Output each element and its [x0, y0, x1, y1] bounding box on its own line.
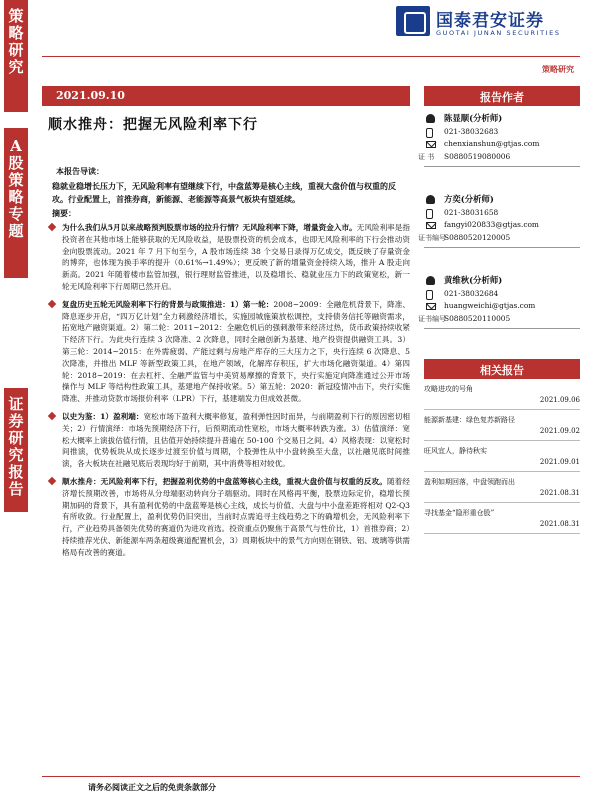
bullet-text: 无风险利率是指投资者在其他市场上能够获取的无风险收益，是股票投资的机会成本，也即无风险利率的下行会推动资金向股票流动。2021 年 7 月下旬至今，A 股市场连续 38 个交易日录得万亿成交，既反映了存量资金的博弈，也体现为换手率的提升（0.61%→1.49%）；更反映了新的增量资金持续入场，推升 A 股走向新高。2021 年随着楼市监管加强，银行理财监管推进，以及稳增长、稳就业压力下的政策宽松，新一轮无风险利率下行周期已然开启。: [62, 223, 411, 291]
related-report-item[interactable]: [424, 472, 580, 503]
bullet-text: 2008~2009：全融危机背景下，降准、降息逐步开启，“四万亿计划”全力刺激经济增长，实施园城施策放松调控，支持债务信托等融资需求，拓宽地产融资渠道。2）第二轮：2011~2012：全融危机后的强刺激带来经济过热，货币政策持续收紧下经济下行。为此央行连续 3 次降准、2 次降息，同时全融创新为基建、地产投资提供融资工具。3）第三轮：2014~2015：在外需疲弱、产能过剩与房地产库存的三大压力之下，央行连续 6 次降息、5 次降准，并推出 MLF 等新型政策工具，在地产领域，化解库存积压，扩大市场化融资渠道。4）第四轮：2018~2019：在去杠杆、全融严监管与中美贸易摩擦的背景下，央行实施定向降准通过公开市场操作与 MLF 等结构性政策工具，基建地产保持收紧。5）第五轮：2020：新冠疫情冲击下，央行实施降准、并推动贷款市场报价利率（LPR）下行，基建端发力但成效甚微。: [62, 299, 411, 404]
author-phone: 021-38032684: [444, 288, 499, 298]
author-phone-row: [424, 126, 580, 139]
related-report-item[interactable]: [424, 379, 580, 410]
author-cert: S0880520110005: [444, 313, 511, 323]
author-name: 陈显顺(分析师): [444, 113, 503, 123]
related-report-title[interactable]: 攻略进攻的号角: [424, 385, 473, 393]
cert-label: 证 书: [418, 152, 435, 161]
cert-label: 证书编号: [418, 314, 446, 323]
bullet-text: 宽松市场下盈利大概率修复，盈利弹性因时而异，与前期盈利下行的原因密切相关；2）行情演绎：市场先预期经济下行，后预期流动性宽松，市场大概率转跌为涨。3）估值演绎：宽松大概率上演拔估值行情，且估值开始持续提升普遍在 50-100 个交易日之间。4）风格表现：以宽松时间推演，优势板块从成长逐步过渡至价值与周期，个股弹性从中小盘转换至大盘，以社融见底时间推演，各大板块在社融见底后表现均好于前期，其中消费等相对较优。: [62, 411, 410, 469]
author-block: [418, 112, 580, 167]
author-block: [418, 274, 580, 329]
related-report-title[interactable]: 旺风宜人，静待秋实: [424, 447, 487, 455]
author-email[interactable]: huangweichi@gtjas.com: [444, 301, 536, 310]
diamond-bullet-icon: [48, 477, 56, 485]
sidebar-char: 证: [8, 395, 24, 413]
author-phone: 021-38031658: [444, 207, 499, 217]
related-report-item[interactable]: [424, 410, 580, 441]
sidebar-tag-research-report: [4, 388, 28, 512]
logo-en-text: GUOTAI JUNAN SECURITIES: [436, 29, 561, 37]
person-icon: [426, 114, 435, 123]
related-report-date: 2021.09.06: [539, 396, 580, 404]
author-cert-row: [418, 151, 580, 164]
sidebar-char: 专: [8, 205, 24, 223]
bullet-lead: 复盘历史五轮无风险利率下行的背景与政策推进：1）第一轮：: [62, 299, 274, 309]
author-name: 黄维秋(分析师): [444, 275, 503, 285]
summary-label: 摘要：: [52, 208, 76, 218]
left-sidebar: [0, 0, 34, 800]
author-divider: [424, 166, 580, 167]
author-email[interactable]: chenxianshun@gtjas.com: [444, 139, 540, 148]
related-report-date: 2021.08.31: [539, 489, 580, 497]
company-logo: [396, 6, 576, 46]
sidebar-char: 略: [8, 188, 24, 206]
diamond-bullet-icon: [48, 412, 56, 420]
summary-bullets: [42, 222, 410, 565]
person-icon: [426, 195, 435, 204]
related-report-title[interactable]: 寻找基金“隐形重仓股”: [424, 509, 495, 517]
sidebar-char: 股: [8, 154, 24, 172]
cert-label: 证书编号: [418, 233, 446, 242]
header-divider: [42, 56, 580, 57]
bullet-lead: 为什么我们从5月以来战略预判股票市场的拉升行情？无风险利率下降，增量资金入市。: [62, 223, 357, 232]
author-phone: 021-38032683: [444, 126, 499, 136]
authors-header: 报告作者: [424, 86, 580, 106]
phone-icon: [426, 209, 433, 219]
footer-divider: [42, 776, 580, 777]
diamond-bullet-icon: [48, 300, 56, 308]
summary-bullet: [42, 476, 410, 559]
author-name-row: [424, 193, 580, 207]
guide-label: 本报告导读：: [56, 166, 104, 176]
related-report-date: 2021.08.31: [539, 520, 580, 528]
diamond-bullet-icon: [48, 223, 56, 231]
author-divider: [424, 247, 580, 248]
author-name: 方奕(分析师): [444, 194, 494, 204]
author-cert-row: [418, 232, 580, 245]
author-cert: S0880520120005: [444, 232, 511, 242]
author-phone-row: [424, 207, 580, 220]
author-name-row: [424, 274, 580, 288]
sidebar-char: 研: [8, 41, 24, 59]
related-report-item[interactable]: [424, 441, 580, 472]
related-report-date: 2021.09.01: [539, 458, 580, 466]
bullet-text: 随着经济增长预期改善，市场将从分母端驱动转向分子端驱动。同时在风格再平衡，股票边际定价，稳增长预期加码的背景下，具有盈利优势的中盘蓝筹是核心主线，成长与价值、大盘与中小盘差距将相对 Q2-Q3 有所收敛。行业配置上，盈利优势仍旧突出，当前时点需追寻主线趋势之下的确增机会，无风险利率下行，产业趋势具备领先优势的赛道仍为进攻首选。投资重点仍聚焦于高景气与性价比，1）首推券商；2）持续推荐光伏、新能源车两条超级赛道配置机会，3）周期板块中的景气方向则在钢铁、铝、玻璃等供需格局有改善的赛道。: [62, 476, 411, 557]
author-phone-row: [424, 288, 580, 301]
author-block: [418, 193, 580, 248]
bullet-lead: 以史为鉴：1）盈利端：: [62, 411, 144, 421]
right-column: [418, 86, 580, 534]
author-cert: S0880519080006: [444, 151, 511, 161]
related-report-title[interactable]: 能源新基建：绿色复苏新路径: [424, 416, 515, 424]
sidebar-char: 告: [8, 480, 24, 498]
related-report-date: 2021.09.02: [539, 427, 580, 435]
sidebar-char: 研: [8, 429, 24, 447]
logo-cn-text: 国泰君安证券: [436, 11, 544, 31]
sidebar-char: A: [10, 137, 22, 155]
author-cert-row: [418, 313, 580, 326]
author-divider: [424, 328, 580, 329]
header-category: 策略研究: [542, 64, 574, 74]
sidebar-tag-a-share-strategy: [4, 128, 28, 278]
author-email-row: [424, 138, 580, 151]
sidebar-char: 策: [8, 7, 24, 25]
mail-icon: [426, 141, 436, 148]
phone-icon: [426, 290, 433, 300]
related-report-title[interactable]: 盈利如期回落，中盘领跑而出: [424, 478, 515, 486]
phone-icon: [426, 128, 433, 138]
author-email[interactable]: fangyi020833@gtjas.com: [444, 220, 539, 229]
sidebar-char: 题: [8, 222, 24, 240]
report-title: 顺水推舟：把握无风险利率下行: [48, 117, 258, 133]
guide-text: 稳就业稳增长压力下，无风险利率有望继续下行，中盘蓝筹是核心主线，重视大盘价值与权重的反攻。行业配置上，首推券商，新能源、老能源等高景气板块有望延续。: [52, 181, 396, 204]
summary-bullet: [42, 411, 410, 470]
mail-icon: [426, 303, 436, 310]
disclaimer-footer: 请务必阅读正文之后的免责条款部分: [88, 782, 216, 792]
person-icon: [426, 276, 435, 285]
related-header: 相关报告: [424, 359, 580, 379]
logo-mark-icon: [396, 6, 430, 36]
sidebar-char: 究: [8, 58, 24, 76]
author-email-row: [424, 219, 580, 232]
sidebar-char: 券: [8, 412, 24, 430]
mail-icon: [426, 222, 436, 229]
author-name-row: [424, 112, 580, 126]
report-date-bar: 2021.09.10: [42, 86, 410, 106]
bullet-lead: 顺水推舟：无风险利率下行，把握盈利优势的中盘蓝筹核心主线，重视大盘价值与权重的反攻。: [62, 476, 387, 486]
related-report-item[interactable]: [424, 503, 580, 534]
sidebar-tag-strategy-research: [4, 0, 28, 112]
sidebar-char: 策: [8, 171, 24, 189]
summary-bullet: [42, 222, 410, 293]
sidebar-char: 略: [8, 24, 24, 42]
sidebar-char: 报: [8, 463, 24, 481]
related-reports: [424, 359, 580, 534]
sidebar-char: 究: [8, 446, 24, 464]
author-email-row: [424, 300, 580, 313]
summary-bullet: [42, 299, 410, 405]
